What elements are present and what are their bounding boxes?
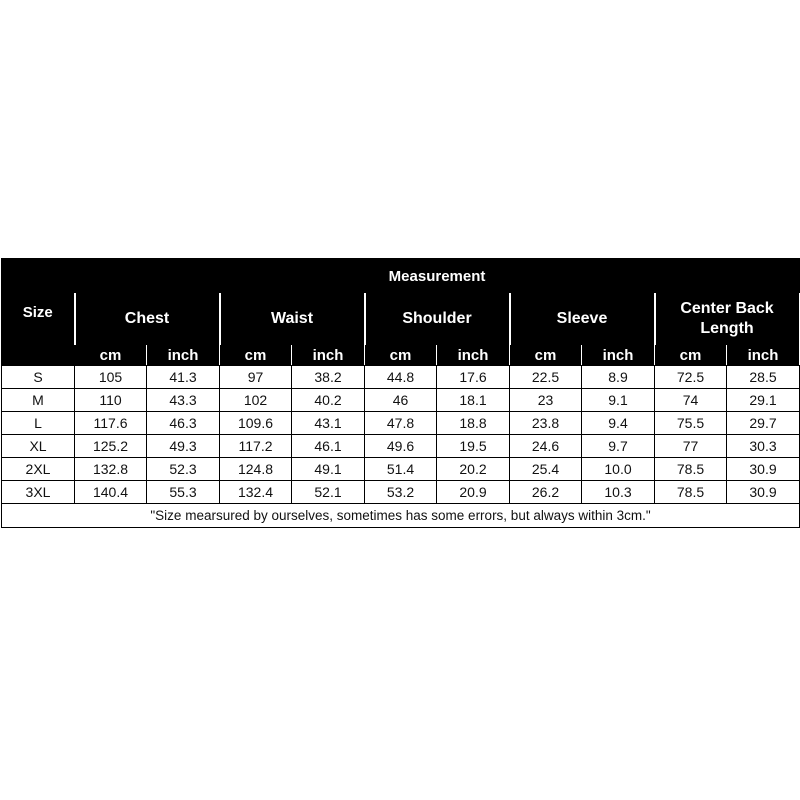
waist-header: Waist [220,294,365,345]
measurement-cell: 77 [655,435,727,458]
measurement-cell: 78.5 [655,458,727,481]
shoulder-header: Shoulder [365,294,510,345]
measurement-cell: 125.2 [75,435,147,458]
measurement-cell: 52.3 [147,458,220,481]
size-column-header: Size [2,259,75,366]
unit-header: cm [655,345,727,366]
measurement-cell: 110 [75,389,147,412]
measurement-cell: 124.8 [220,458,292,481]
measurement-cell: 23.8 [510,412,582,435]
size-chart-table [1,258,800,528]
table-row [2,412,800,435]
measurement-cell: 9.1 [582,389,655,412]
size-cell: M [2,389,75,412]
measurement-cell: 40.2 [292,389,365,412]
measurement-cell: 53.2 [365,481,437,504]
measurement-cell: 41.3 [147,366,220,389]
size-note: "Size mearsured by ourselves, sometimes has some errors, but always within 3cm." [2,504,800,528]
unit-header: cm [365,345,437,366]
measurement-cell: 55.3 [147,481,220,504]
measurement-cell: 46 [365,389,437,412]
measurement-cell: 9.4 [582,412,655,435]
measurement-cell: 102 [220,389,292,412]
unit-header: inch [292,345,365,366]
measurement-cell: 49.1 [292,458,365,481]
measurement-cell: 117.6 [75,412,147,435]
measurement-cell: 28.5 [727,366,800,389]
measurement-cell: 19.5 [437,435,510,458]
measurement-cell: 109.6 [220,412,292,435]
chest-header: Chest [75,294,220,345]
measurement-cell: 29.1 [727,389,800,412]
measurement-cell: 46.1 [292,435,365,458]
measurement-cell: 24.6 [510,435,582,458]
sleeve-header: Sleeve [510,294,655,345]
measurement-cell: 30.3 [727,435,800,458]
measurement-group-row [2,294,800,345]
measurement-cell: 72.5 [655,366,727,389]
measurement-cell: 38.2 [292,366,365,389]
table-row [2,389,800,412]
measurement-cell: 78.5 [655,481,727,504]
unit-header: inch [437,345,510,366]
table-row [2,366,800,389]
size-cell: S [2,366,75,389]
measurement-cell: 17.6 [437,366,510,389]
measurement-cell: 20.2 [437,458,510,481]
measurement-cell: 43.3 [147,389,220,412]
measurement-header: Measurement [75,259,800,294]
unit-header: inch [147,345,220,366]
measurement-cell: 75.5 [655,412,727,435]
measurement-cell: 18.1 [437,389,510,412]
measurement-cell: 18.8 [437,412,510,435]
measurement-cell: 20.9 [437,481,510,504]
note-row [2,504,800,528]
table-row [2,481,800,504]
size-cell: XL [2,435,75,458]
measurement-cell: 8.9 [582,366,655,389]
size-cell: L [2,412,75,435]
unit-header: inch [727,345,800,366]
measurement-cell: 46.3 [147,412,220,435]
measurement-cell: 29.7 [727,412,800,435]
size-cell: 3XL [2,481,75,504]
unit-header: inch [582,345,655,366]
table-row [2,458,800,481]
center-back-length-header: Center Back Length [655,294,800,345]
measurement-cell: 10.0 [582,458,655,481]
measurement-cell: 49.3 [147,435,220,458]
measurement-cell: 25.4 [510,458,582,481]
measurement-cell: 22.5 [510,366,582,389]
measurement-cell: 51.4 [365,458,437,481]
measurement-cell: 97 [220,366,292,389]
measurement-cell: 43.1 [292,412,365,435]
measurement-cell: 30.9 [727,481,800,504]
table-row [2,435,800,458]
measurement-cell: 49.6 [365,435,437,458]
unit-header: cm [75,345,147,366]
measurement-cell: 74 [655,389,727,412]
unit-row [2,345,800,366]
measurement-cell: 9.7 [582,435,655,458]
measurement-cell: 140.4 [75,481,147,504]
measurement-cell: 47.8 [365,412,437,435]
measurement-cell: 132.8 [75,458,147,481]
measurement-cell: 52.1 [292,481,365,504]
measurement-cell: 10.3 [582,481,655,504]
unit-header: cm [220,345,292,366]
measurement-cell: 23 [510,389,582,412]
measurement-cell: 105 [75,366,147,389]
measurement-cell: 117.2 [220,435,292,458]
measurement-cell: 132.4 [220,481,292,504]
measurement-cell: 44.8 [365,366,437,389]
measurement-cell: 30.9 [727,458,800,481]
measurement-cell: 26.2 [510,481,582,504]
size-cell: 2XL [2,458,75,481]
unit-header: cm [510,345,582,366]
